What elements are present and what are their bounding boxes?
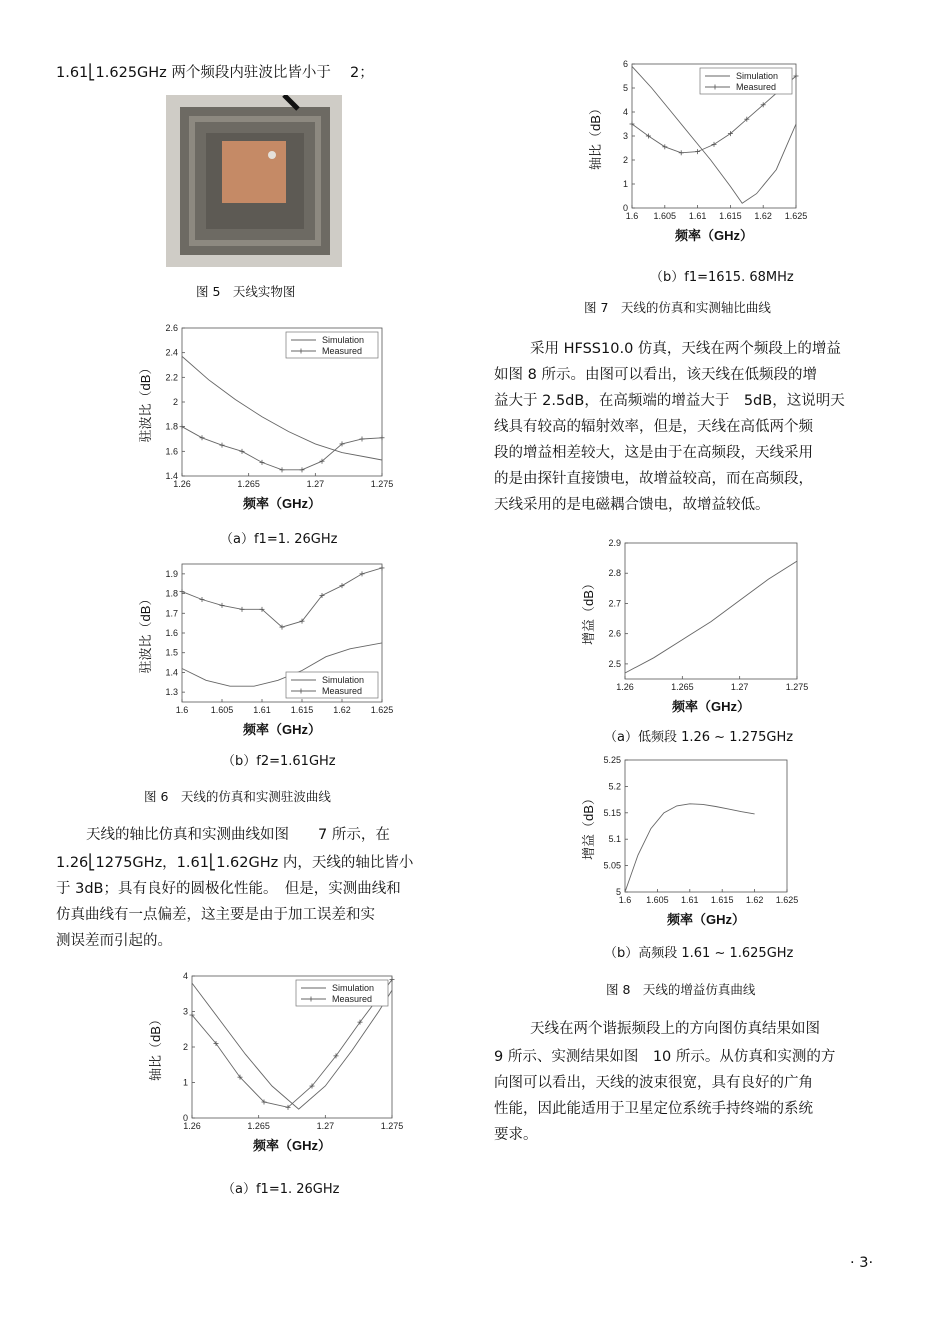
y-axis-label: 驻波比（dB） — [138, 361, 153, 443]
y-tick-label: 5.05 — [603, 860, 621, 871]
fig8b-gain-chart — [575, 750, 815, 930]
x-tick-label: 1.605 — [653, 211, 677, 221]
para-pattern-line-1: 天线在两个谐振频段上的方向图仿真结果如图 — [530, 1021, 820, 1037]
y-tick-label: 6 — [622, 59, 628, 69]
x-tick-label: 1.27 — [730, 682, 749, 692]
antenna-photo — [166, 95, 342, 267]
fig7b-axial-ratio-chart — [575, 54, 835, 254]
x-tick-label: 1.61 — [681, 895, 699, 905]
x-tick-label: 1.265 — [247, 1121, 270, 1131]
y-tick-label: 2 — [172, 397, 178, 407]
y-tick-label: 0 — [622, 203, 628, 213]
y-tick-label: 1.6 — [165, 628, 178, 638]
fig6-caption: 图 6 天线的仿真和实测驻波曲线 — [144, 789, 331, 804]
fig7a-subcaption: （a）f1=1. 26GHz — [222, 1182, 340, 1197]
top-line: 1.61⎣1.625GHz 两个频段内驻波比皆小于 2； — [56, 65, 374, 81]
x-axis-label: 频率（GHz） — [242, 496, 322, 511]
y-tick-label: 5 — [622, 83, 628, 93]
x-axis-label: 频率（GHz） — [671, 699, 751, 714]
x-tick-label: 1.625 — [775, 895, 799, 905]
para-pattern-line-3: 向图可以看出，天线的波束很宽，具有良好的广角 — [494, 1075, 813, 1091]
y-tick-label: 1.3 — [165, 687, 178, 698]
fig7b-subcaption: （b）f1=1615. 68MHz — [650, 270, 794, 285]
fig6b-vswr-chart — [130, 558, 394, 758]
y-tick-label: 1.4 — [165, 471, 178, 481]
x-tick-label: 1.6 — [625, 211, 639, 221]
x-tick-label: 1.265 — [671, 682, 694, 692]
legend-label: Simulation — [332, 983, 375, 993]
fig8-caption: 图 8 天线的增益仿真曲线 — [606, 982, 756, 997]
x-tick-label: 1.61 — [253, 705, 271, 715]
x-tick-label: 1.26 — [173, 479, 191, 489]
y-tick-label: 1 — [622, 179, 628, 189]
y-tick-label: 1.7 — [165, 608, 178, 619]
legend — [286, 332, 378, 358]
legend-label: Simulation — [322, 335, 365, 345]
y-axis-label: 轴比（dB） — [148, 1013, 163, 1081]
y-tick-label: 1.8 — [165, 588, 178, 599]
para-axial-line-2: 1.26⎣1275GHz，1.61⎣1.62GHz 内，天线的轴比皆小 — [56, 855, 414, 871]
legend-label: Measured — [332, 994, 373, 1004]
y-tick-label: 1.9 — [165, 568, 178, 579]
y-tick-label: 4 — [622, 107, 628, 117]
x-tick-label: 1.26 — [183, 1121, 201, 1131]
y-tick-label: 2 — [622, 155, 628, 165]
x-axis-label: 频率（GHz） — [666, 912, 746, 927]
para-gain-line-6: 的是由探针直接馈电，故增益较高，而在高频段， — [494, 471, 813, 487]
x-tick-label: 1.625 — [784, 211, 808, 221]
y-tick-label: 4 — [182, 971, 188, 981]
x-axis-label: 频率（GHz） — [252, 1138, 332, 1153]
y-tick-label: 2.5 — [608, 658, 621, 669]
y-tick-label: 2.7 — [608, 598, 621, 609]
para-axial-line-4: 仿真曲线有一点偏差，这主要是由于加工误差和实 — [56, 907, 375, 923]
para-pattern-line-5: 要求。 — [494, 1127, 538, 1143]
fig8b-subcaption: （b）高频段 1.61 ~ 1.625GHz — [604, 946, 794, 961]
para-gain-line-2: 如图 8 所示。由图可以看出，该天线在低频段的增 — [494, 367, 817, 383]
x-tick-label: 1.6 — [175, 705, 189, 715]
y-tick-label: 2.2 — [165, 372, 178, 383]
y-axis-label: 轴比（dB） — [588, 102, 603, 170]
x-tick-label: 1.605 — [646, 895, 669, 905]
y-tick-label: 1 — [182, 1077, 188, 1088]
fig7-caption: 图 7 天线的仿真和实测轴比曲线 — [584, 300, 771, 315]
para-gain-line-4: 线具有较高的辐射效率，但是，天线在高低两个频 — [494, 419, 813, 435]
x-tick-label: 1.27 — [316, 1121, 335, 1131]
x-tick-label: 1.62 — [754, 211, 772, 221]
y-tick-label: 1.6 — [165, 446, 178, 457]
y-axis-label: 增益（dB） — [581, 577, 596, 645]
legend-label: Simulation — [736, 71, 779, 81]
para-pattern-line-2: 9 所示、实测结果如图 10 所示。从仿真和实测的方 — [494, 1049, 836, 1065]
y-tick-label: 2.8 — [608, 568, 621, 579]
y-axis-label: 增益（dB） — [581, 792, 596, 860]
y-tick-label: 0 — [182, 1113, 188, 1123]
legend-label: Measured — [322, 346, 363, 356]
fig6b-subcaption: （b）f2=1.61GHz — [222, 754, 336, 769]
x-tick-label: 1.275 — [380, 1121, 404, 1131]
x-tick-label: 1.275 — [785, 682, 809, 692]
y-tick-label: 5.2 — [608, 781, 621, 792]
y-tick-label: 2 — [182, 1042, 188, 1052]
fig8a-gain-chart — [575, 533, 815, 713]
para-gain-line-7: 天线采用的是电磁耦合馈电，故增益较低。 — [494, 497, 770, 513]
x-axis-label: 频率（GHz） — [242, 722, 322, 737]
y-tick-label: 2.4 — [165, 347, 178, 358]
x-tick-label: 1.625 — [370, 705, 394, 715]
para-gain-line-5: 段的增益相差较大，这是由于在高频段，天线采用 — [494, 445, 813, 461]
page-number: · 3· — [850, 1255, 874, 1271]
y-tick-label: 1.5 — [165, 647, 178, 658]
x-tick-label: 1.605 — [210, 705, 234, 715]
para-axial-line-1: 天线的轴比仿真和实测曲线如图 7 所示，在 — [86, 827, 390, 843]
x-tick-label: 1.26 — [616, 682, 634, 692]
y-tick-label: 1.4 — [165, 667, 178, 678]
para-axial-line-5: 测误差而引起的。 — [56, 933, 172, 949]
x-tick-label: 1.61 — [688, 211, 707, 221]
fig6a-vswr-chart — [130, 318, 394, 518]
y-tick-label: 3 — [622, 131, 628, 141]
legend-label: Measured — [322, 686, 363, 696]
y-tick-label: 5.15 — [603, 807, 621, 818]
y-tick-label: 2.9 — [608, 538, 621, 548]
legend — [286, 672, 378, 698]
x-axis-label: 频率（GHz） — [674, 228, 754, 243]
fig6a-subcaption: （a）f1=1. 26GHz — [220, 532, 338, 547]
y-tick-label: 2.6 — [165, 323, 178, 333]
fig5-caption: 图 5 天线实物图 — [196, 284, 296, 299]
plot-frame — [625, 543, 797, 679]
x-tick-label: 1.615 — [290, 705, 314, 715]
legend — [296, 980, 388, 1006]
x-tick-label: 1.27 — [306, 479, 325, 489]
para-gain-line-1: 采用 HFSS10.0 仿真，天线在两个频段上的增益 — [530, 341, 841, 357]
y-axis-label: 驻波比（dB） — [138, 592, 153, 674]
legend-label: Simulation — [322, 675, 365, 685]
x-tick-label: 1.265 — [237, 479, 260, 489]
para-pattern-line-4: 性能，因此能适用于卫星定位系统手持终端的系统 — [494, 1101, 813, 1117]
x-tick-label: 1.275 — [370, 479, 394, 489]
y-tick-label: 5.25 — [603, 755, 621, 765]
y-tick-label: 5 — [615, 887, 621, 897]
y-tick-label: 1.8 — [165, 421, 178, 432]
x-tick-label: 1.615 — [710, 895, 734, 905]
y-tick-label: 5.1 — [608, 834, 621, 845]
para-gain-line-3: 益大于 2.5dB，在高频端的增益大于 5dB，这说明天 — [494, 393, 845, 409]
fig7a-axial-ratio-chart — [140, 966, 404, 1166]
para-axial-line-3: 于 3dB；具有良好的圆极化性能。 但是，实测曲线和 — [56, 881, 401, 897]
x-tick-label: 1.62 — [745, 895, 764, 905]
y-tick-label: 2.6 — [608, 628, 621, 639]
legend — [700, 68, 792, 94]
fig8a-subcaption: （a）低频段 1.26 ~ 1.275GHz — [604, 730, 794, 745]
y-tick-label: 3 — [182, 1006, 188, 1017]
legend-label: Measured — [736, 82, 777, 92]
x-tick-label: 1.6 — [618, 895, 632, 905]
plot-frame — [625, 760, 787, 892]
x-tick-label: 1.62 — [333, 705, 351, 715]
x-tick-label: 1.615 — [719, 211, 742, 221]
